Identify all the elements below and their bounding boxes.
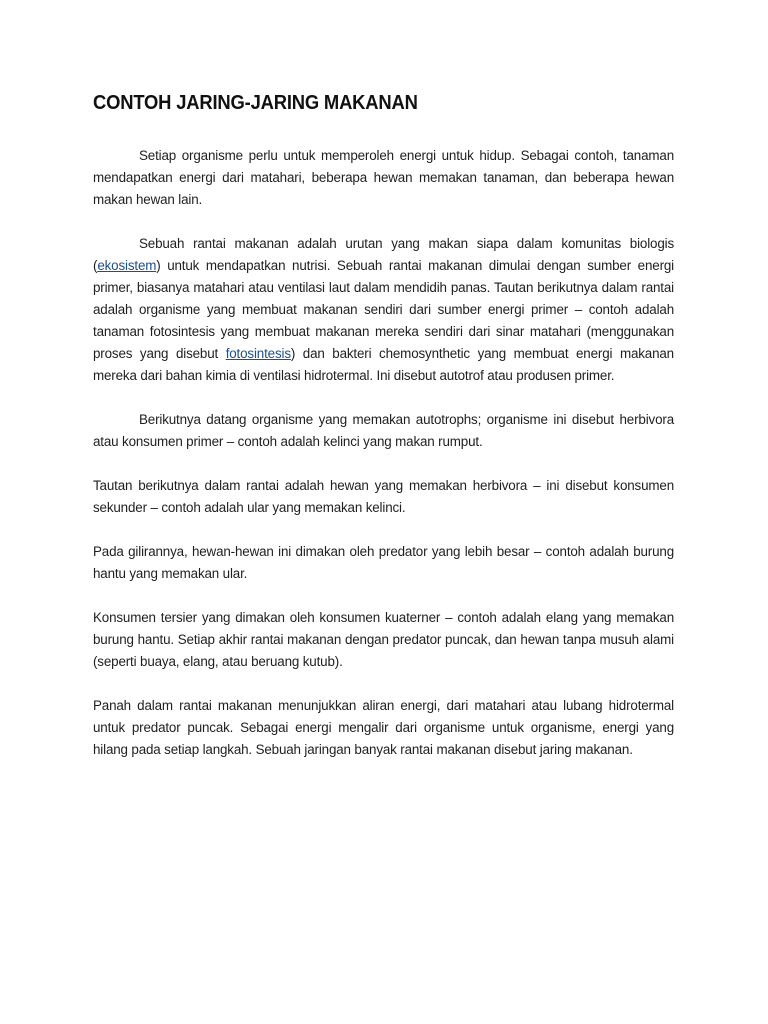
paragraph-2 xyxy=(93,233,674,387)
paragraph-1: Setiap organisme perlu untuk memperoleh energi untuk hidup. Sebagai contoh, tanaman mendapatkan energi dari matahari, beberapa hewan memakan tanaman, dan beberapa hewan makan hewan lain. xyxy=(93,148,674,207)
paragraph-4: Tautan berikutnya dalam rantai adalah hewan yang memakan herbivora – ini disebut konsumen sekunder – contoh adalah ular yang memakan kelinci. xyxy=(93,478,674,515)
paragraph-7: Panah dalam rantai makanan menunjukkan aliran energi, dari matahari atau lubang hidrotermal untuk predator puncak. Sebagai energi mengalir dari organisme untuk organisme, energi yang hilang pada setiap langkah. Sebuah jaringan banyak rantai makanan disebut jaring makanan. xyxy=(93,698,674,757)
fotosintesis-link[interactable]: fotosintesis xyxy=(225,346,291,361)
paragraph-2-text-3: ) dan bakteri chemosynthetic yang membuat energi makanan mereka dari bahan kimia di ventilasi hidrotermal. Ini disebut autotrof atau produsen primer. xyxy=(93,346,674,383)
ekosistem-link[interactable]: ekosistem xyxy=(97,258,157,273)
document-title: CONTOH JARING-JARING MAKANAN xyxy=(93,92,418,114)
paragraph-2-text-2: ) untuk mendapatkan nutrisi. Sebuah rantai makanan dimulai dengan sumber energi primer, biasanya matahari atau ventilasi laut dalam mendidih panas. Tautan berikutnya dalam rantai adalah organisme yang membuat makanan sendiri dari sumber energi primer – contoh adalah tanaman fotosintesis yang membuat makanan mereka sendiri dari sinar matahari (menggunakan proses yang disebut xyxy=(93,258,674,361)
paragraph-5: Pada gilirannya, hewan-hewan ini dimakan oleh predator yang lebih besar – contoh adalah burung hantu yang memakan ular. xyxy=(93,544,674,581)
paragraph-6: Konsumen tersier yang dimakan oleh konsumen kuaterner – contoh adalah elang yang memakan burung hantu. Setiap akhir rantai makanan dengan predator puncak, dan hewan tanpa musuh alami (seperti buaya, elang, atau beruang kutub). xyxy=(93,610,674,669)
paragraph-2-text-1: Sebuah rantai makanan adalah urutan yang makan siapa dalam komunitas biologis ( xyxy=(93,236,674,273)
paragraph-3: Berikutnya datang organisme yang memakan autotrophs; organisme ini disebut herbivora atau konsumen primer – contoh adalah kelinci yang makan rumput. xyxy=(93,412,674,449)
